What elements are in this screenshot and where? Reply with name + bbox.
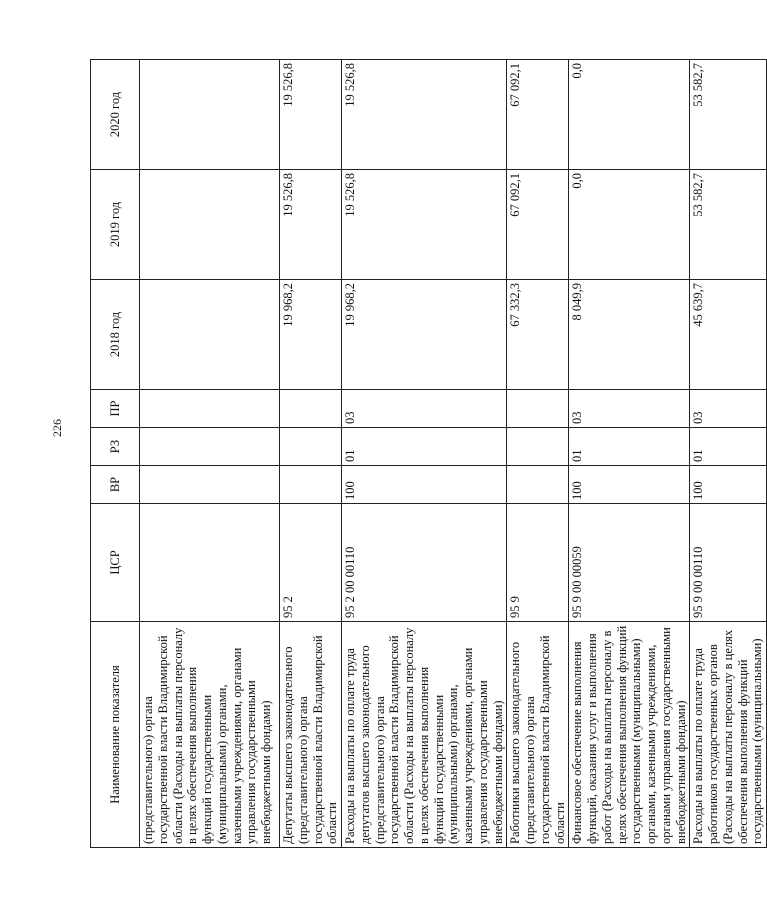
cell-2018: 8 049,9 — [569, 280, 690, 390]
header-2018: 2018 год — [91, 280, 140, 390]
header-2019: 2019 год — [91, 170, 140, 280]
cell-2020: 19 526,8 — [280, 60, 342, 170]
table-row — [342, 60, 507, 848]
cell-2020: 19 526,8 — [342, 60, 507, 170]
cell-vr — [140, 466, 280, 504]
cell-pr — [140, 390, 280, 428]
cell-csr: 95 2 00 00110 — [342, 504, 507, 622]
cell-csr: 95 9 00 00059 — [569, 504, 690, 622]
cell-pr — [280, 390, 342, 428]
cell-name: Депутаты высшего законодательного (представительного) органа государственной власти Владимирской области — [280, 622, 342, 848]
header-vr: ВР — [91, 466, 140, 504]
cell-csr: 95 2 — [280, 504, 342, 622]
page-number: 226 — [50, 419, 64, 437]
cell-2018: 45 639,7 — [690, 280, 767, 390]
cell-vr: 100 — [690, 466, 767, 504]
cell-name: (представительного) органа государственной власти Владимирской области (Расходы на выплаты персоналу в целях обеспечения выполнения функций государственными (муниципальными) органами, казенными учреждениями, органами управления государственными внебюджетными фондами) — [140, 622, 280, 848]
cell-2018 — [140, 280, 280, 390]
cell-vr — [280, 466, 342, 504]
cell-pr — [507, 390, 569, 428]
cell-vr: 100 — [569, 466, 690, 504]
cell-2020: 67 092,1 — [507, 60, 569, 170]
table-row — [507, 60, 569, 848]
cell-rz — [280, 428, 342, 466]
cell-pr: 03 — [690, 390, 767, 428]
table-header-row — [91, 60, 140, 848]
cell-csr: 95 9 — [507, 504, 569, 622]
table-row — [140, 60, 280, 848]
cell-2020 — [140, 60, 280, 170]
cell-rz: 01 — [690, 428, 767, 466]
cell-rz — [140, 428, 280, 466]
cell-2018: 67 332,3 — [507, 280, 569, 390]
cell-2019: 19 526,8 — [280, 170, 342, 280]
table-row — [690, 60, 767, 848]
cell-2018: 19 968,2 — [280, 280, 342, 390]
cell-pr: 03 — [569, 390, 690, 428]
header-csr: ЦСР — [91, 504, 140, 622]
cell-name: Работники высшего законодательного (представительного) органа государственной власти Владимирской области — [507, 622, 569, 848]
cell-2019: 53 582,7 — [690, 170, 767, 280]
budget-table — [90, 59, 767, 848]
cell-2020: 53 582,7 — [690, 60, 767, 170]
cell-name: Расходы на выплаты по оплате труда депутатов высшего законодательного (представительного) органа государственной власти Владимирской области (Расходы на выплаты персоналу в целях обеспечения выполнения функций государственными (муниципальными) органами, казенными учреждениями, органами управления государственными внебюджетными фондами) — [342, 622, 507, 848]
cell-rz: 01 — [342, 428, 507, 466]
cell-2019 — [140, 170, 280, 280]
cell-pr: 03 — [342, 390, 507, 428]
cell-2020: 0,0 — [569, 60, 690, 170]
header-2020: 2020 год — [91, 60, 140, 170]
cell-csr — [140, 504, 280, 622]
cell-2019: 0,0 — [569, 170, 690, 280]
cell-name: Расходы на выплаты по оплате труда работников государственных органов (Расходы на выплаты персоналу в целях обеспечения выполнения функций государственными (муниципальными) — [690, 622, 767, 848]
table-row — [280, 60, 342, 848]
cell-vr — [507, 466, 569, 504]
table-row — [569, 60, 690, 848]
cell-csr: 95 9 00 00110 — [690, 504, 767, 622]
cell-2018: 19 968,2 — [342, 280, 507, 390]
cell-2019: 67 092,1 — [507, 170, 569, 280]
header-rz: РЗ — [91, 428, 140, 466]
cell-vr: 100 — [342, 466, 507, 504]
header-name: Наименование показателя — [91, 622, 140, 848]
cell-2019: 19 526,8 — [342, 170, 507, 280]
rotated-table-wrapper — [90, 60, 765, 848]
cell-rz — [507, 428, 569, 466]
header-pr: ПР — [91, 390, 140, 428]
cell-name: Финансовое обеспечение выполнения функций, оказания услуг и выполнения работ (Расходы на выплаты персоналу в целях обеспечения выполнения функций государственными (муниципальными) органами, казенными учреждениями, органами управления государственными внебюджетными фондами) — [569, 622, 690, 848]
cell-rz: 01 — [569, 428, 690, 466]
